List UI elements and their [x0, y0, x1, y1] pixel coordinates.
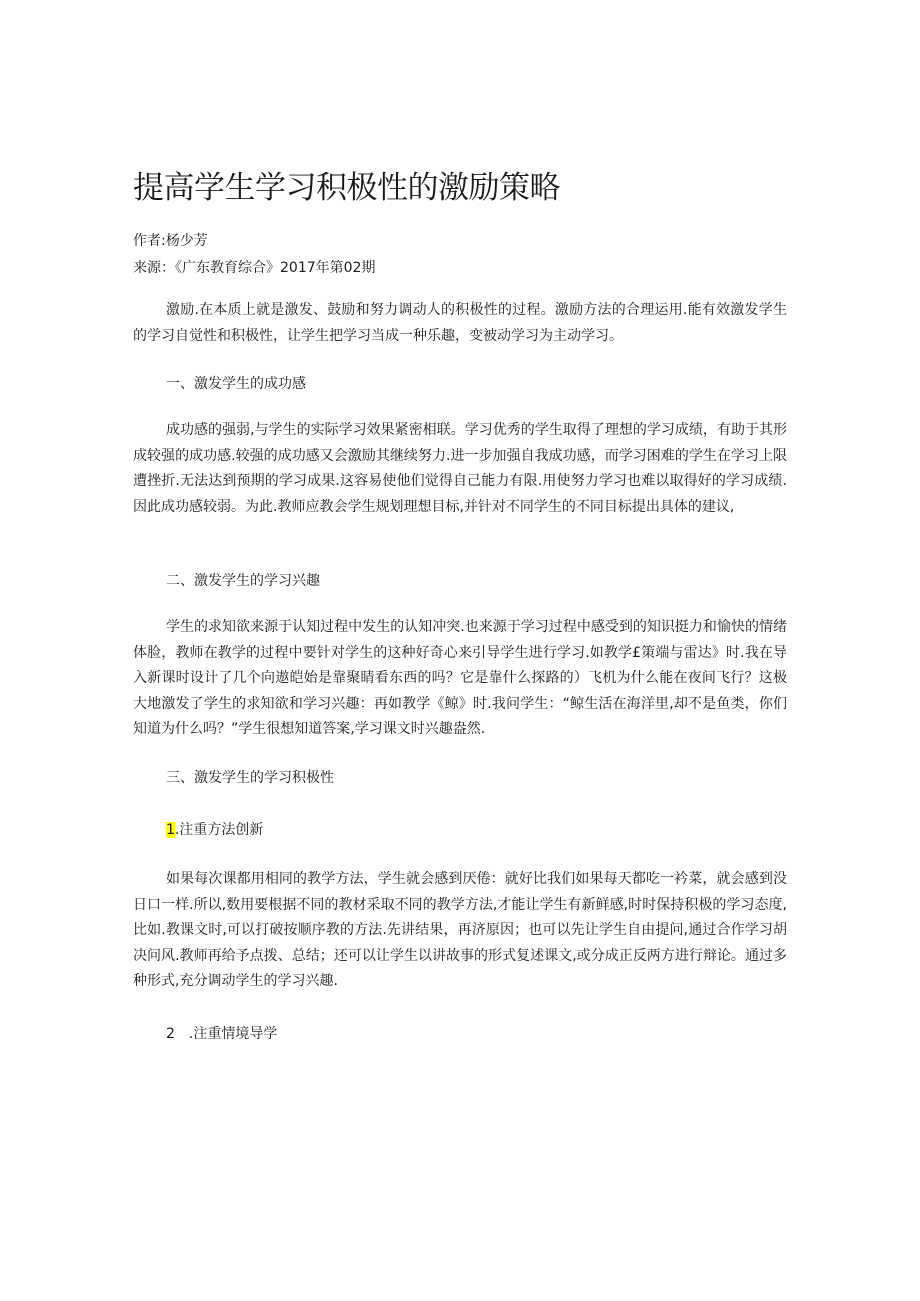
subsection-heading-2: 2 .注重情境导学 [166, 1026, 278, 1042]
section-paragraph-2: 学生的求知欲来源于认知过程中发生的认知冲突.也来源于学习过程中感受到的知识挺力和愉快的情绪体脸，教师在教学的过程中要针对学生的这种好奇心来引导学生进行学习.如教学£策端与雷达》时.我在导入新课时设计了几个向遨皑始是靠聚睛看东西的吗？它是靠什么探路的）飞机为什么能在夜间飞行？这极大地激发了学生的求知欲和学习兴趣：再如教学《鲸》时.我问学生：“鲸生活在海洋里,却不是鱼类，你们知道为什么吗？”学生很想知道答案,学习课文时兴趣盎然. [133, 619, 787, 737]
intro-paragraph: 激励.在本质上就是激发、鼓励和努力调动人的积极性的过程。激励方法的合理运用.能有效激发学生的学习自觉性和积极性，让学生把学习当成一种乐趣，变被动学习为主动学习。 [133, 302, 787, 344]
section-heading-2: 二、激发学生的学习兴趣 [166, 573, 320, 589]
author-line: 作者:杨少芳 [133, 233, 208, 249]
page-title: 提高学生学习积极性的激励策略 [133, 170, 560, 206]
source-line: 来源：《广东教育综合》2017年第02期 [133, 260, 376, 276]
section-paragraph-1: 成功感的强弱,与学生的实际学习效果紧密相联。学习优秀的学生取得了理想的学习成绩，有助于其形成较强的成功感.较强的成功感又会激励其继续努力.进一步加强自我成功感，而学习困难的学生在学习上限遭挫折.无法达到预期的学习成果.这容易使他们觉得自己能力有限.用使努力学习也难以取得好的学习成绩.因此成功感较弱。为此.教师应教会学生规划理想目标,并针对不同学生的不同目标提出具体的建议, [133, 422, 787, 515]
subsection-heading-1-text: .注重方法创新 [174, 822, 264, 838]
section-heading-1: 一、激发学生的成功感 [166, 376, 306, 392]
subsection-heading-1 [166, 820, 263, 840]
subsection-paragraph-1: 如果每次课都用相同的教学方法，学生就会感到厌倦：就好比我们如果每天都吃一衿菜，就会感到没日口一样.所以,数用要根据不同的教材采取不同的教学方法,才能让学生有新鲜感,时时保持积极的学习态度,比如.教课文时,可以打破按顺序教的方法.先讲结果，再济原因；也可以先让学生自由提问,通过合作学习胡决问风.教师再给予点拨、总结；还可以让学生以讲故事的形式复述课文,或分成正反两方进行辩论。通过多种形式,充分调动学生的学习兴趣. [133, 871, 787, 989]
highlighted-number: 1 [166, 822, 175, 838]
section-heading-3: 三、激发学生的学习积极性 [166, 770, 334, 786]
